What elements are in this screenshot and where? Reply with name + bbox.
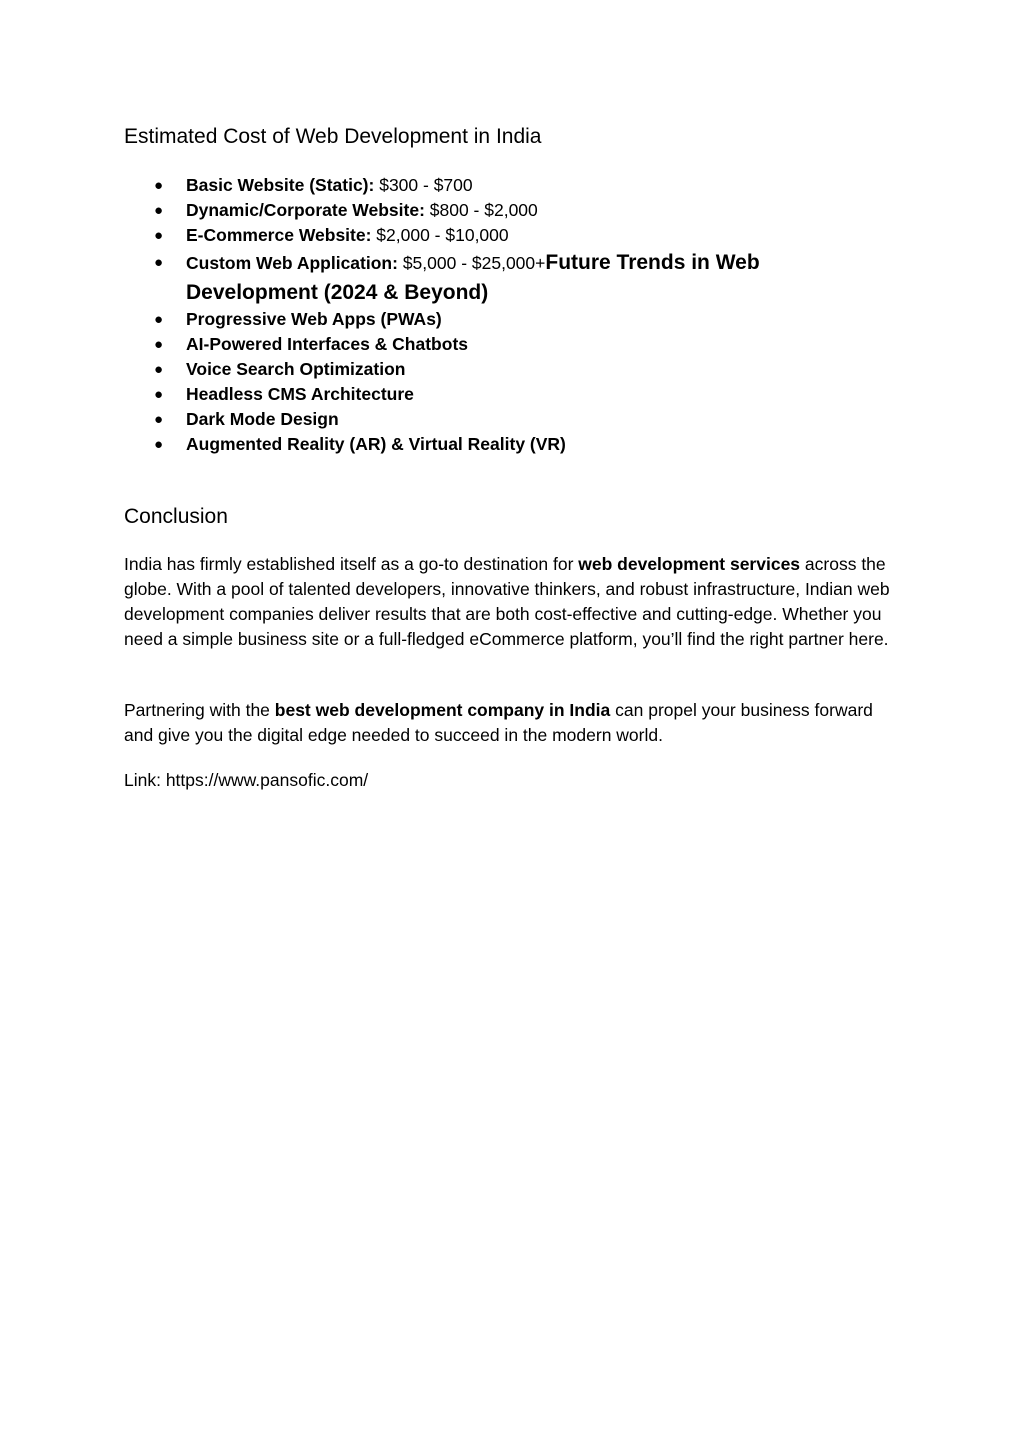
item-label: Basic Website (Static): bbox=[186, 175, 375, 195]
list-item bbox=[124, 332, 844, 357]
trend-label: Dark Mode Design bbox=[186, 409, 339, 429]
trend-label: AI-Powered Interfaces & Chatbots bbox=[186, 334, 468, 354]
bullet-icon: ● bbox=[154, 386, 164, 403]
trend-label: Voice Search Optimization bbox=[186, 359, 406, 379]
list-item bbox=[124, 223, 844, 248]
list-item bbox=[124, 248, 844, 307]
list-item bbox=[124, 432, 844, 457]
conclusion-paragraph bbox=[124, 552, 904, 652]
paragraph-text: India has firmly established itself as a go-to destination for bbox=[124, 554, 579, 574]
paragraph-text: across the globe. With a pool of talented developers, innovative thinkers, and robust infrastructure, Indian web development companies deliver results that are both cost-effective and cutting-edge. Whether you need a simple business site or a full-fledged eCommerce platform, you’ll find the right partner here. bbox=[124, 554, 890, 649]
item-label: E-Commerce Website: bbox=[186, 225, 372, 245]
bullet-icon: ● bbox=[154, 311, 164, 328]
trend-label: Progressive Web Apps (PWAs) bbox=[186, 309, 442, 329]
emphasis-text: best web development company in India bbox=[274, 700, 611, 720]
bullet-icon: ● bbox=[154, 202, 164, 219]
list-item bbox=[124, 407, 844, 432]
item-value: $5,000 - $25,000+ bbox=[397, 253, 546, 273]
paragraph-text: can propel your business forward and give you the digital edge needed to succeed in the modern world. bbox=[124, 700, 873, 745]
list-item bbox=[124, 198, 844, 223]
item-label: Dynamic/Corporate Website: bbox=[186, 200, 425, 220]
bullet-icon: ● bbox=[154, 436, 164, 453]
bullet-icon: ● bbox=[154, 227, 164, 244]
partnering-paragraph bbox=[124, 698, 904, 748]
trend-label: Headless CMS Architecture bbox=[186, 384, 414, 404]
emphasis-text: web development services bbox=[578, 554, 801, 574]
cost-heading: Estimated Cost of Web Development in India bbox=[124, 125, 542, 148]
item-value: $800 - $2,000 bbox=[424, 200, 538, 220]
list-item bbox=[124, 307, 844, 332]
trends-heading-part1: Future Trends in Web bbox=[545, 251, 760, 274]
list-item bbox=[124, 357, 844, 382]
bullet-icon: ● bbox=[154, 254, 164, 271]
item-value: $2,000 - $10,000 bbox=[371, 225, 509, 245]
list-item bbox=[124, 382, 844, 407]
bullet-icon: ● bbox=[154, 336, 164, 353]
item-value: $300 - $700 bbox=[374, 175, 473, 195]
link-line[interactable]: Link: https://www.pansofic.com/ bbox=[124, 770, 369, 790]
trend-label: Augmented Reality (AR) & Virtual Reality (VR) bbox=[186, 434, 566, 454]
trends-heading-part2: Development (2024 & Beyond) bbox=[186, 281, 489, 304]
bullet-icon: ● bbox=[154, 177, 164, 194]
cost-list bbox=[124, 173, 844, 307]
bullet-icon: ● bbox=[154, 361, 164, 378]
trends-list bbox=[124, 307, 844, 457]
paragraph-text: Partnering with the bbox=[124, 700, 275, 720]
item-label: Custom Web Application: bbox=[186, 253, 398, 273]
bullet-icon: ● bbox=[154, 411, 164, 428]
list-item bbox=[124, 173, 844, 198]
conclusion-heading: Conclusion bbox=[124, 505, 228, 528]
